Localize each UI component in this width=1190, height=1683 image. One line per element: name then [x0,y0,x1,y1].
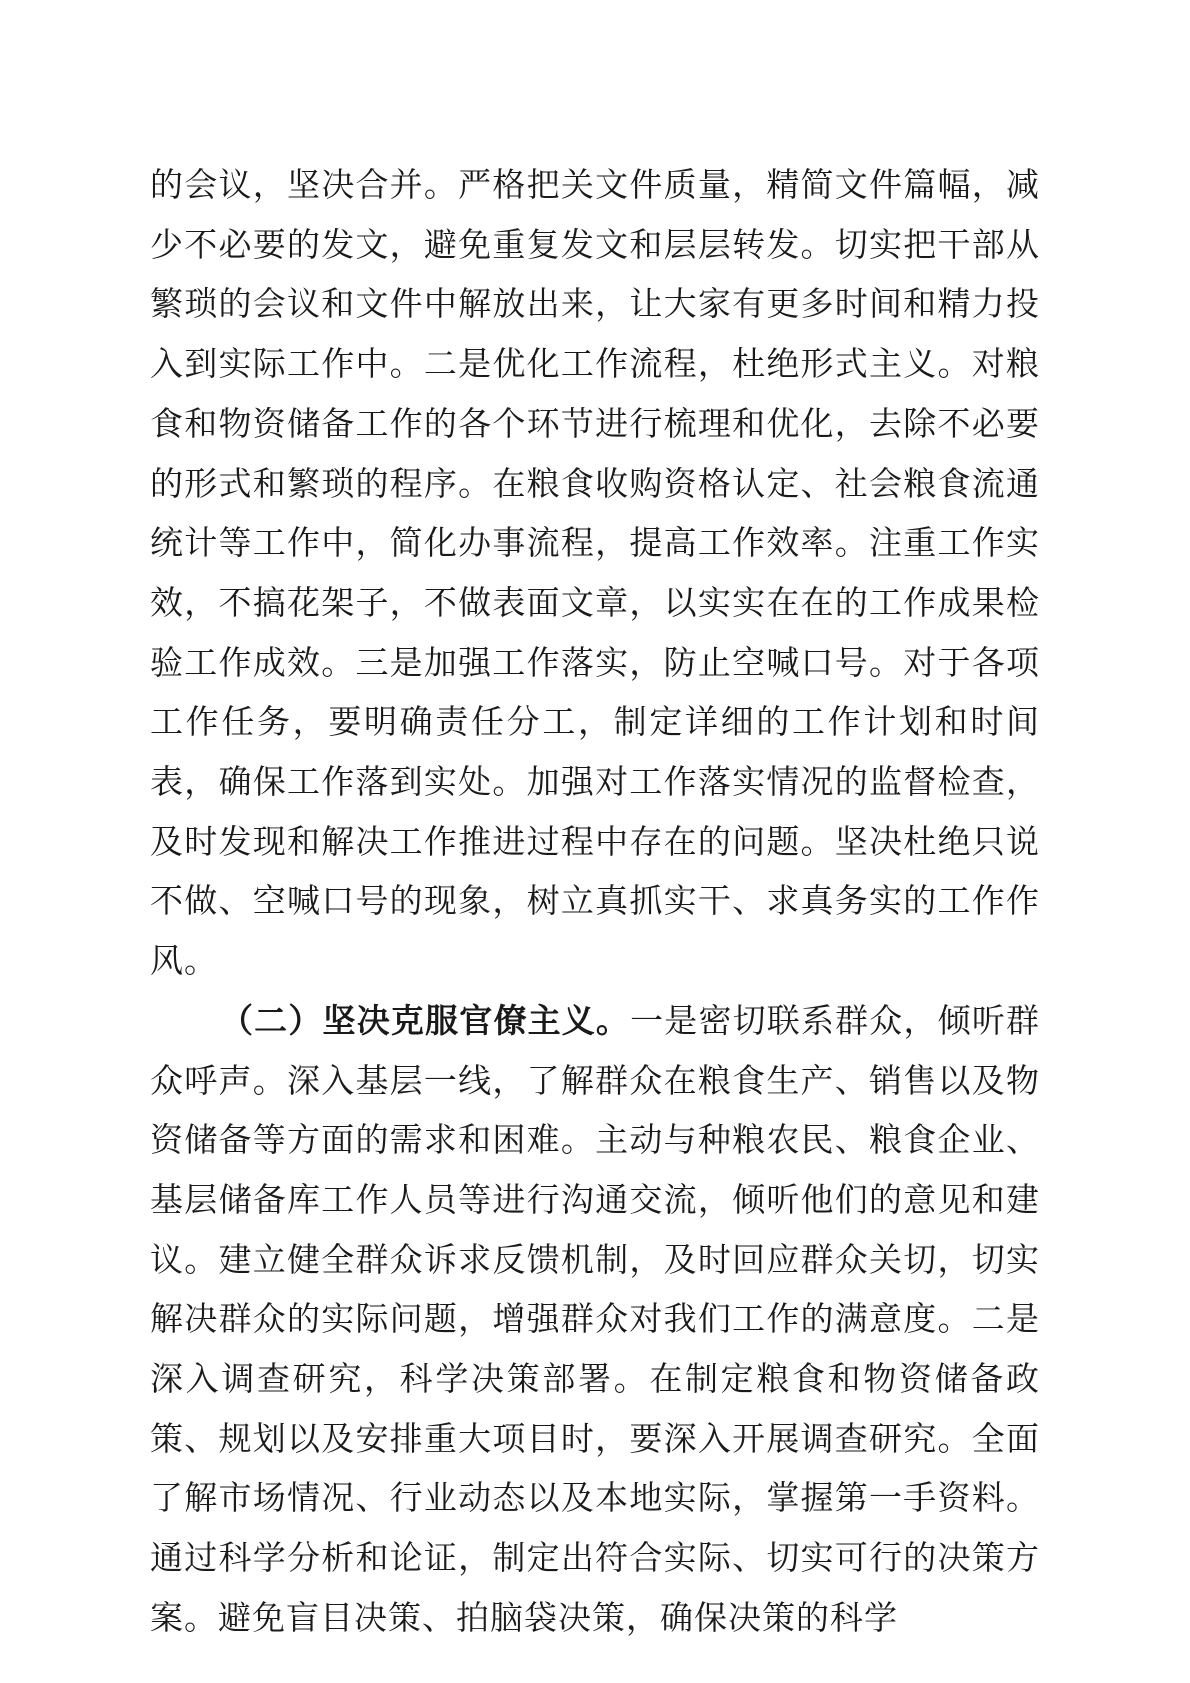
section-body: 一是密切联系群众，倾听群众呼声。深入基层一线，了解群众在粮食生产、销售以及物资储备等方面的需求和困难。主动与种粮农民、粮食企业、基层储备库工作人员等进行沟通交流，倾听他们的意见和建议。建立健全群众诉求反馈机制，及时回应群众关切，切实解决群众的实际问题，增强群众对我们工作的满意度。二是深入调查研究，科学决策部署。在制定粮食和物资储备政策、规划以及安排重大项目时，要深入开展调查研究。全面了解市场情况、行业动态以及本地实际，掌握第一手资料。通过科学分析和论证，制定出符合实际、切实可行的决策方案。避免盲目决策、拍脑袋决策，确保决策的科学 [150,1000,1041,1637]
section-heading: （二）坚决克服官僚主义。 [220,1000,631,1040]
document-body [150,155,1040,1648]
paragraph-section-2 [150,991,1040,1648]
paragraph-continuation: 的会议，坚决合并。严格把关文件质量，精简文件篇幅，减少不必要的发文，避免重复发文和层层转发。切实把干部从繁琐的会议和文件中解放出来，让大家有更多时间和精力投入到实际工作中。二是优化工作流程，杜绝形式主义。对粮食和物资储备工作的各个环节进行梳理和优化，去除不必要的形式和繁琐的程序。在粮食收购资格认定、社会粮食流通统计等工作中，简化办事流程，提高工作效率。注重工作实效，不搞花架子，不做表面文章，以实实在在的工作成果检验工作成效。三是加强工作落实，防止空喊口号。对于各项工作任务，要明确责任分工，制定详细的工作计划和时间表，确保工作落到实处。加强对工作落实情况的监督检查，及时发现和解决工作推进过程中存在的问题。坚决杜绝只说不做、空喊口号的现象，树立真抓实干、求真务实的工作作风。 [150,165,1040,981]
